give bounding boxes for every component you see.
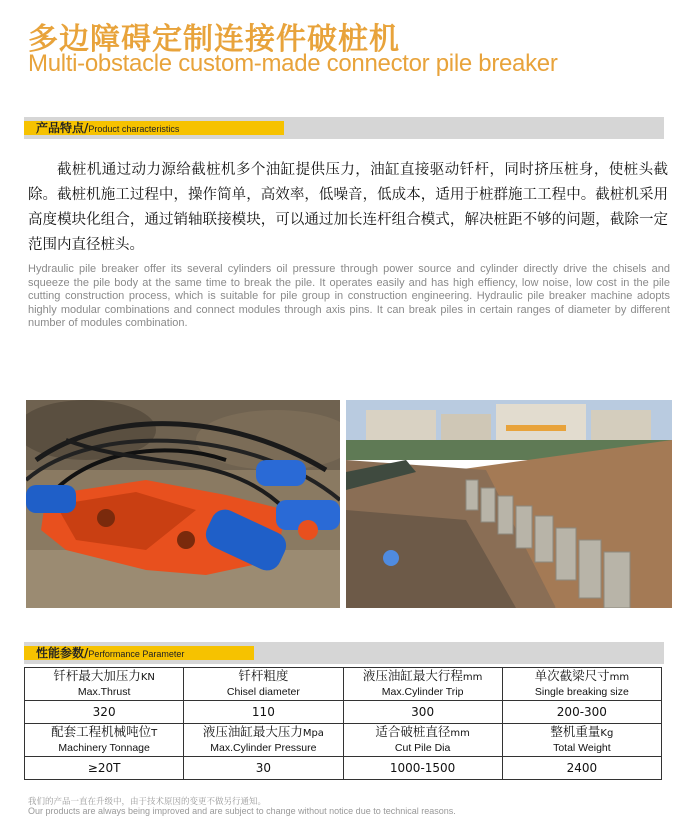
table-cell: 1000-1500 — [343, 757, 502, 780]
table-row — [25, 701, 662, 724]
table-row — [25, 724, 662, 757]
description-cn: 截桩机通过动力源给截桩机多个油缸提供压力，油缸直接驱动钎杆，同时挤压桩身，使桩头截除。截桩机施工过程中，操作简单，高效率，低噪音，低成本，适用于桩群施工工程中。截桩机采用高度模块化组合，通过销轴联接模块，可以通过加长连杆组合模式，解决桩距不够的问题，截除一定范围内直径桩头。 — [28, 162, 668, 253]
table-header-cell: 液压油缸最大行程mm Max.Cylinder Trip — [343, 668, 502, 701]
machine-photo — [26, 400, 340, 608]
table-header-cell: 钎杆最大加压力KN Max.Thrust — [25, 668, 184, 701]
table-header-cell: 单次截梁尺寸mm Single breaking size — [502, 668, 661, 701]
title-cn: 多边障碍定制连接件破桩机 — [28, 22, 400, 57]
footer-note-en: Our products are always being improved and are subject to change without notice due to technical reasons. — [28, 806, 456, 816]
table-row — [25, 757, 662, 780]
description-en: Hydraulic pile breaker offer its several cylinders oil pressure through power source and cylinder directly drive the chisels and squeeze the pile body at the same time to break the pile. It operates easily and has high effiency, low noise, low cost in the pile cutting construction process, which is suitable for pile group in construction engineering. Hydraulic pile breaker machine adopts highly modular combinations and connect modules through axis pins. It can break piles in certain ranges of diameter by different number of modules combination. — [28, 263, 670, 329]
table-cell: ≥20T — [25, 757, 184, 780]
table-cell: 320 — [25, 701, 184, 724]
table-cell: 30 — [184, 757, 343, 780]
title-en: Multi-obstacle custom-made connector pile breaker — [28, 50, 558, 77]
table-cell: 110 — [184, 701, 343, 724]
section-label-cn: 产品特点/ — [36, 121, 89, 135]
spec-table — [24, 667, 662, 780]
table-cell: 300 — [343, 701, 502, 724]
table-cell: 200-300 — [502, 701, 661, 724]
table-header-cell: 整机重量Kg Total Weight — [502, 724, 661, 757]
table-header-cell: 配套工程机械吨位T Machinery Tonnage — [25, 724, 184, 757]
table-cell: 2400 — [502, 757, 661, 780]
section-label-en: Performance Parameter — [88, 649, 185, 659]
section-label-cn: 性能参数/ — [36, 646, 89, 660]
section-bar-performance — [24, 642, 664, 664]
footer-note-cn: 我们的产品一直在升级中，由于技术原因的变更不做另行通知。 — [28, 797, 267, 807]
section-bar-characteristics — [24, 117, 664, 139]
table-row — [25, 668, 662, 701]
site-photo — [346, 400, 672, 608]
section-label-en: Product characteristics — [88, 124, 180, 134]
table-header-cell: 钎杆粗度 Chisel diameter — [184, 668, 343, 701]
table-header-cell: 适合破桩直径mm Cut Pile Dia — [343, 724, 502, 757]
table-header-cell: 液压油缸最大压力Mpa Max.Cylinder Pressure — [184, 724, 343, 757]
